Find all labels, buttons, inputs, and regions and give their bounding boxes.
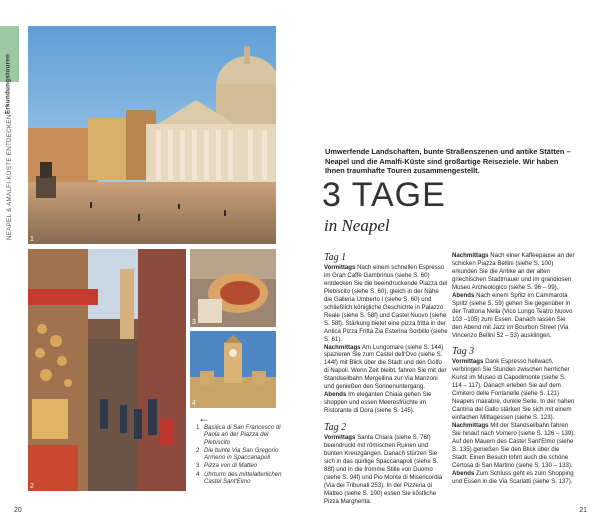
itinerary-paragraph: Vormittags Santa Chiara (siehe S. 76f) beeindruckt mit römischen Ruinen und bunten Kreuzgängen. Danach stürzen Sie sich in das quirlige Spaccanapoli (siehe S. 88f) und in die fromme Stille von Duomo (siehe S. 94f) und Pio Monte di Misericordia (Via dei Tribunali 253). In der Pizzeria di Matteo (siehe S. 100) essen Sie köstliche Pizza Margherita. bbox=[324, 434, 443, 505]
caption-item: 4 Uhrturm des mittelalterlichen Castel Sant'Elmo bbox=[196, 470, 282, 486]
itinerary-paragraph: Abends Zum Schluss geht es zum Shopping und Essen in die Via Scarlatti (siehe S. 137). bbox=[452, 469, 574, 485]
caption-item: 2 Die bunte Via San Gregorio Armeno in Spaccanapoli bbox=[196, 446, 279, 462]
itinerary-column-2 bbox=[452, 252, 576, 486]
caption-item: 3 Pizza von di Matteo bbox=[196, 462, 258, 470]
photo-pizza bbox=[190, 249, 276, 327]
photo-number: 1 bbox=[30, 236, 34, 243]
day-heading: Tag 3 bbox=[452, 346, 475, 358]
page-number-left: 20 bbox=[14, 507, 22, 514]
itinerary-paragraph: Abends Nach einem Spritz im Cammarota Spritz (siehe S. 59) gehen Sie gegenüber in der Trattoria Nella (Vico Lungo Teatro Nuovo 103 –105) zum Essen. Danach lassen Sie den Abend mit Jazz im Bourbon Street (Via Vincenzo Bellini 52 – 53) ausklingen. bbox=[452, 291, 573, 339]
page-number-right: 21 bbox=[579, 507, 587, 514]
photo-number: 3 bbox=[192, 319, 196, 326]
itinerary-paragraph: Nachmittags Am Lungomare (siehe S. 144) spazieren Sie zum Castel dell'Ovo (siehe S. 144f) mit Blick über die Stadt und den Golfo di Napoli. Wenn Zeit bleibt, fahren Sie mit der Standseilbahn Mergellina zur Via Manzoni und genießen den Sonnenuntergang. bbox=[324, 343, 447, 391]
photo-castel-sant-elmo bbox=[190, 331, 276, 408]
itinerary-paragraph: Nachmittags Nach einer Kaffeepause an der schicken Piazza Bellini (siehe S. 100) erkunden Sie die Antike an der alten griechischen Stadtmauer und im grandiosen Museo Archeologico (siehe S. 96 – 99). bbox=[452, 252, 575, 291]
itinerary-paragraph: Vormittags Nach einem schnellen Espresso im Gran Caffè Gambrinus (siehe S. 60) entdecken Sie die beeindruckende Piazza del Plebiscito (siehe S. 60), gleich in der Nähe die Galleria Umberto I (siehe S. 60) und schließlich königliche Geschichte in Palazzo Reale (siehe S. 58f) und Castel Nuovo (siehe S. 58f). Stärkung bietet eine pizza fritta in der Antica Pizza Fritta Zia Esterina Sorbillo (siehe S. 61). bbox=[324, 264, 448, 343]
intro-text: Umwerfende Landschaften, bunte Straßenszenen und antike Stätten – Neapel und die Amalfi-Küste sind großartige Reiseziele. Wir haben Ihnen traumhafte Touren zusammengestellt. bbox=[325, 147, 571, 176]
photo-number: 4 bbox=[192, 400, 196, 407]
page-subtitle: in Neapel bbox=[324, 216, 390, 235]
photo-piazza-plebiscito bbox=[28, 26, 276, 244]
photo-number: 2 bbox=[30, 483, 34, 490]
day-heading: Tag 1 bbox=[324, 252, 347, 263]
itinerary-paragraph: Abends Im eleganten Chiaia gehen Sie shoppen und essen Meeresfrüchte im Ristorante di Dora (siehe S. 145). bbox=[324, 391, 432, 415]
photo-via-san-gregorio bbox=[28, 249, 186, 491]
subsection-name: Erkundungstouren bbox=[4, 54, 12, 115]
day-heading: Tag 2 bbox=[324, 422, 347, 434]
itinerary-paragraph: Vormittags Dank Espresso hellwach, verbringen Sie Stunden zwischen herrlicher Kunst im Museo di Capodimonte (siehe S. 114 – 117). Danach erleben Sie auf dem Cimitero delle Fontanelle (siehe S. 121) Neapels makabre, dunkle Seite. In der nahen Cantina del Gallo stärken Sie sich mit einem einfachen Mittagessen (siehe S. 123). bbox=[452, 358, 575, 422]
page-title: 3 TAGE bbox=[322, 176, 446, 214]
itinerary-column-1 bbox=[324, 252, 448, 506]
section-label bbox=[2, 54, 17, 240]
section-name: NEAPEL & AMALFI-KÜSTE ENTDECKEN bbox=[6, 114, 13, 240]
photo-captions bbox=[196, 424, 284, 486]
itinerary-paragraph: Nachmittags Mit der Standseilbahn fahren Sie hinauf nach Vomero (siehe S. 126 – 139). Auf den Mauern des Castel Sant'Elmo (siehe S. 135) genießen Sie den Blick über die Stadt. Einen Besuch lohnt auch die schöne Certosa di San Martino (siehe S. 130 – 133). bbox=[452, 422, 575, 469]
caption-item: 1 Basilica di San Francesco di Paola an der Piazza del Plebiscito bbox=[196, 424, 281, 446]
caption-arrow-icon: ← bbox=[198, 411, 210, 425]
